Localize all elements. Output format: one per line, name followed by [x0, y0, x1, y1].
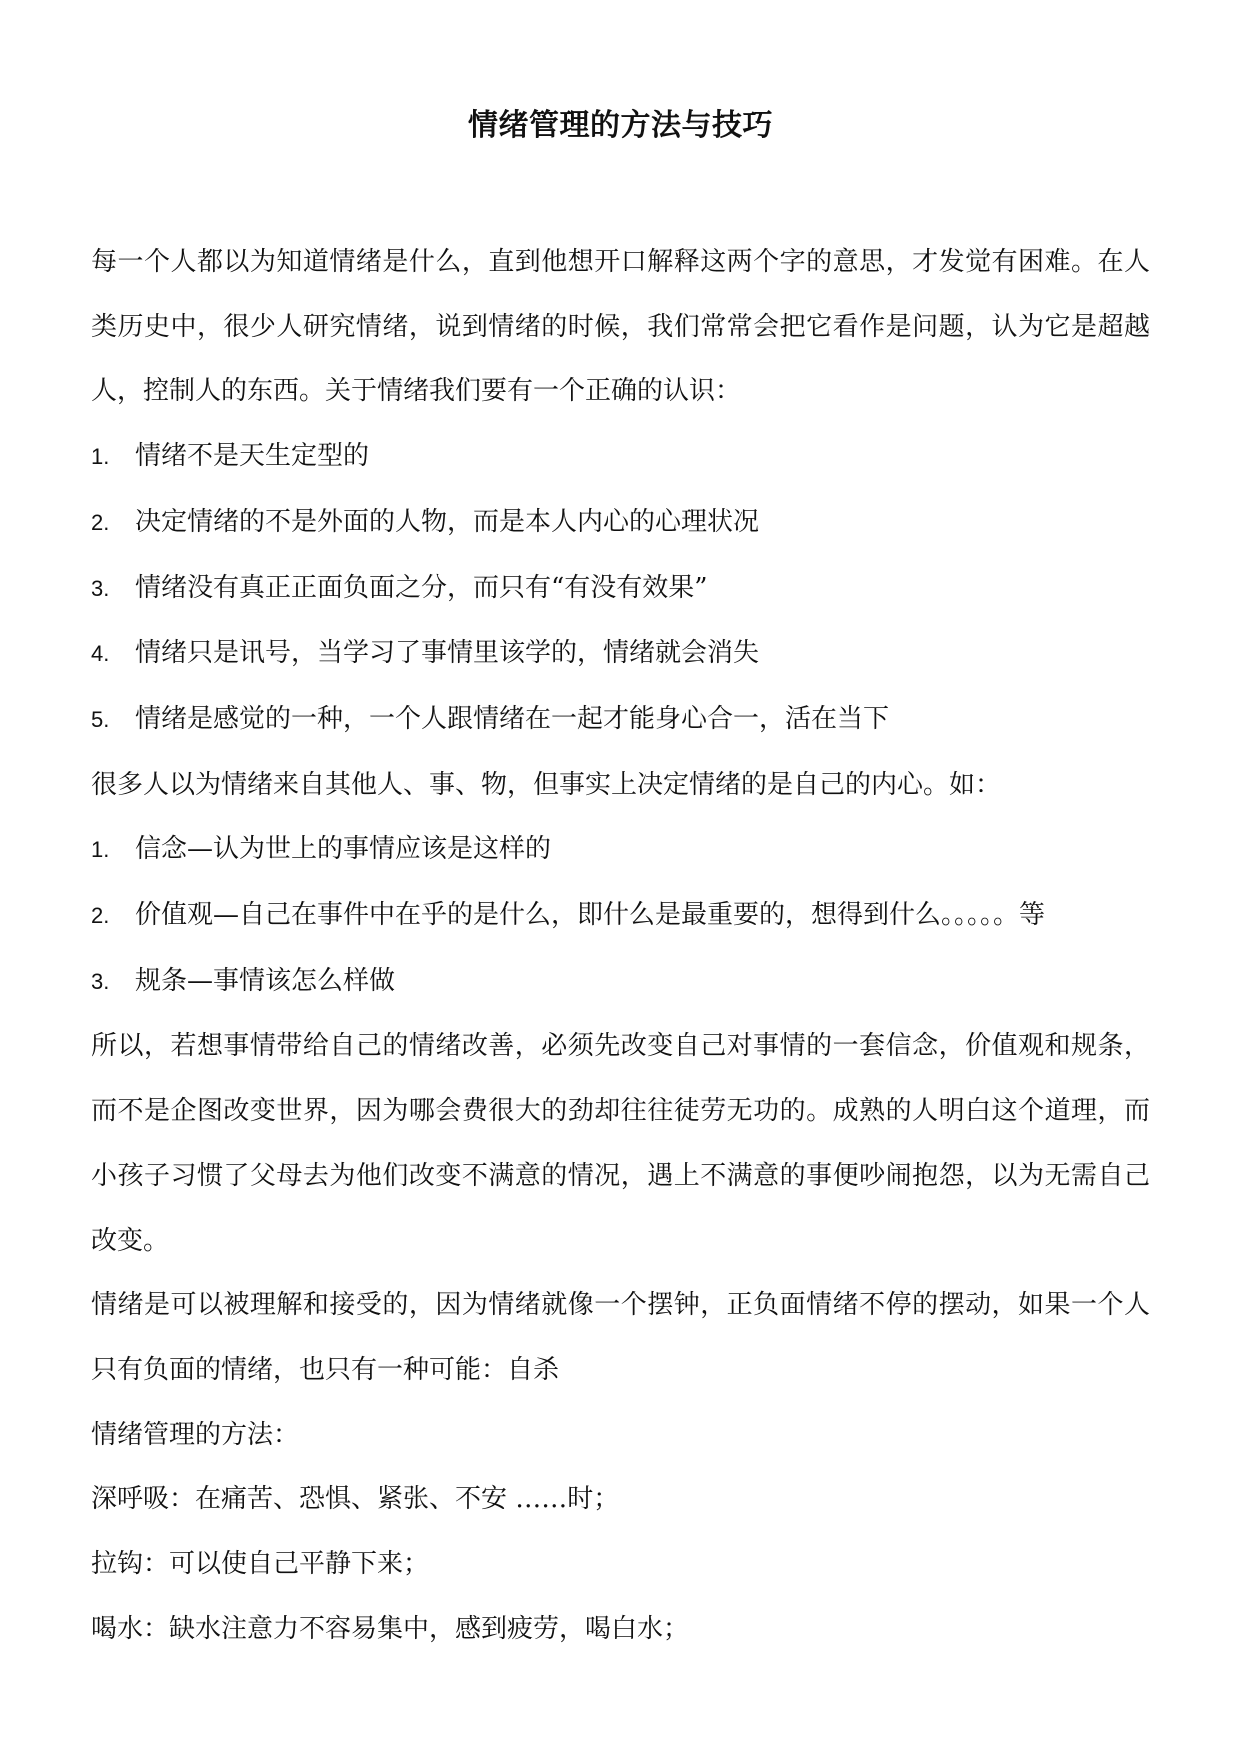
list-text: 价值观—自己在事件中在乎的是什么，即什么是最重要的，想得到什么。。。。。等	[135, 900, 1046, 931]
list-number: 3.	[91, 575, 110, 601]
list-number: 1.	[91, 837, 110, 863]
list-item	[91, 556, 1150, 622]
method-deep-breath: 深呼吸：在痛苦、恐惧、紧张、不安 ……时；	[91, 1484, 620, 1515]
methods-heading: 情绪管理的方法：	[91, 1419, 300, 1450]
list-item	[91, 949, 1150, 1015]
list-number: 2.	[91, 509, 110, 535]
list-text: 规条—事情该怎么样做	[135, 965, 396, 996]
list-item	[91, 424, 1150, 490]
list-number: 5.	[91, 706, 110, 732]
list-number: 2.	[91, 903, 110, 929]
list-number: 3.	[91, 968, 110, 994]
method-hook: 拉钩：可以使自己平静下来；	[91, 1549, 430, 1580]
change-beliefs-paragraph: 所以，若想事情带给自己的情绪改善，必须先改变自己对事情的一套信念，价值观和规条，而不是企图改变世界，因为哪会费很大的劲却往往徒劳无功的。成熟的人明白这个道理，而小孩子习惯了父母去为他们改变不满意的情况，遇上不满意的事便吵闹抱怨，以为无需自己改变。	[91, 1031, 1150, 1256]
pendulum-paragraph: 情绪是可以被理解和接受的，因为情绪就像一个摆钟，正负面情绪不停的摆动，如果一个人只有负面的情绪，也只有一种可能：自杀	[91, 1290, 1150, 1385]
intro-paragraph: 每一个人都以为知道情绪是什么，直到他想开口解释这两个字的意思，才发觉有困难。在人类历史中，很少人研究情绪，说到情绪的时候，我们常常会把它看作是问题，认为它是超越人，控制人的东西。关于情绪我们要有一个正确的认识：	[91, 247, 1150, 407]
list-number: 1.	[91, 444, 110, 470]
inner-causes-paragraph: 很多人以为情绪来自其他人、事、物，但事实上决定情绪的是自己的内心。如：	[91, 769, 1002, 800]
document-body	[91, 230, 1150, 1661]
method-drink-water: 喝水：缺水注意力不容易集中，感到疲劳，喝白水；	[91, 1613, 690, 1644]
list-item	[91, 490, 1150, 556]
list-number: 4.	[91, 641, 110, 667]
list-item	[91, 621, 1150, 687]
list-text: 情绪没有真正正面负面之分，而只有“有没有效果”	[135, 572, 708, 603]
list-item	[91, 687, 1150, 753]
page-title: 情绪管理的方法与技巧	[468, 108, 773, 143]
list-text: 情绪只是讯号，当学习了事情里该学的，情绪就会消失	[135, 638, 760, 669]
inner-causes-list	[91, 817, 1150, 1014]
list-text: 情绪是感觉的一种，一个人跟情绪在一起才能身心合一，活在当下	[135, 703, 890, 734]
emotion-facts-list	[91, 424, 1150, 753]
list-text: 决定情绪的不是外面的人物，而是本人内心的心理状况	[135, 506, 760, 537]
list-item	[91, 817, 1150, 883]
list-text: 情绪不是天生定型的	[135, 441, 370, 472]
list-text: 信念—认为世上的事情应该是这样的	[135, 834, 552, 865]
list-item	[91, 883, 1150, 949]
